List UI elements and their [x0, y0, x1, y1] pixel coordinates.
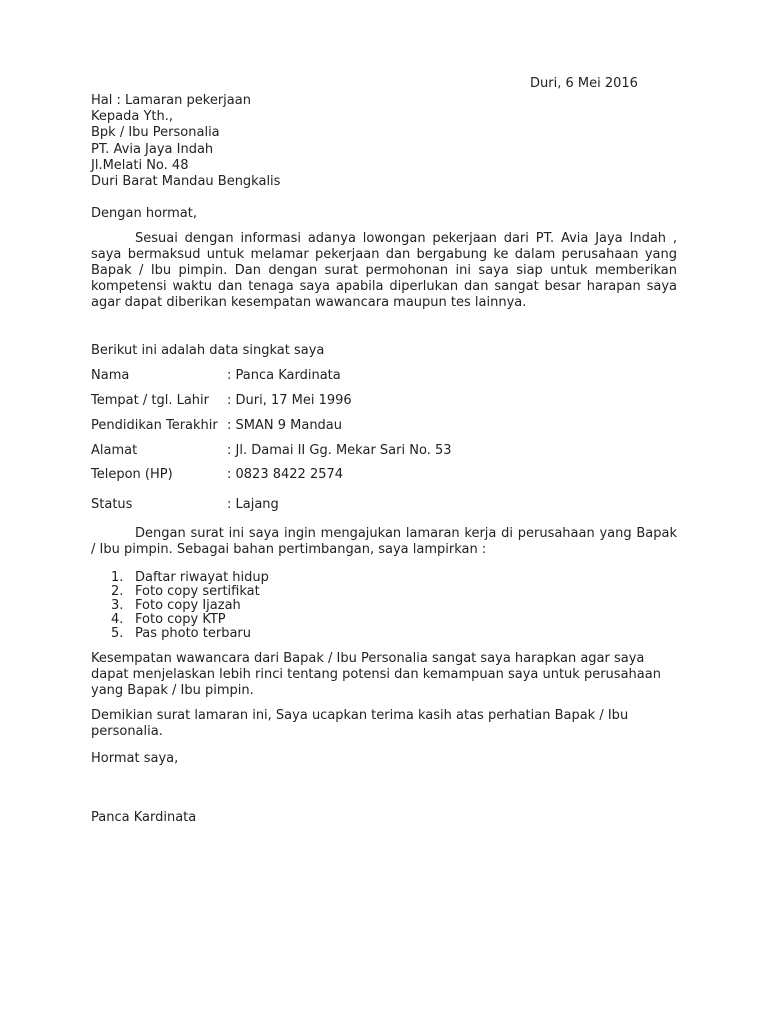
attachment-paragraph: Dengan surat ini saya ingin mengajukan lamaran kerja di perusahaan yang Bapak / Ibu pimpin. Sebagai bahan pertimbangan, saya lampirkan : [91, 526, 677, 557]
company-street: Jl.Melati No. 48 [91, 158, 189, 173]
data-row-education [91, 418, 342, 434]
data-value: : Lajang [227, 497, 279, 512]
interview-paragraph: Kesempatan wawancara dari Bapak / Ibu Personalia sangat saya harapkan agar saya dapat menjelaskan lebih rinci tentang potensi dan kemampuan saya untuk perusahaan yang Bapak / Ibu pimpin. [91, 651, 661, 698]
data-row-status [91, 497, 279, 513]
list-item [111, 585, 269, 599]
data-row-name [91, 368, 341, 384]
list-text: Pas photo terbaru [135, 626, 251, 641]
data-label: Status [91, 497, 133, 512]
list-number: 3. [111, 598, 124, 613]
data-value: : Panca Kardinata [227, 368, 341, 383]
list-text: Foto copy Ijazah [135, 598, 241, 613]
signature-name: Panca Kardinata [91, 810, 197, 825]
letter-date: Duri, 6 Mei 2016 [530, 76, 638, 91]
data-value: : Jl. Damai II Gg. Mekar Sari No. 53 [227, 443, 452, 458]
list-number: 2. [111, 584, 124, 599]
greeting: Dengan hormat, [91, 206, 198, 221]
data-label: Nama [91, 368, 130, 383]
data-label: Alamat [91, 443, 138, 458]
company-city: Duri Barat Mandau Bengkalis [91, 174, 281, 189]
list-item [111, 599, 269, 613]
list-item [111, 627, 269, 641]
list-item [111, 571, 269, 585]
data-row-phone [91, 467, 343, 483]
closing-paragraph: Demikian surat lamaran ini, Saya ucapkan terima kasih atas perhatian Bapak / Ibu personalia. [91, 708, 629, 739]
list-text: Daftar riwayat hidup [135, 570, 269, 585]
data-label: Pendidikan Terakhir [91, 418, 218, 433]
list-text: Foto copy KTP [135, 612, 226, 627]
list-item [111, 613, 269, 627]
attachment-list [111, 571, 269, 641]
list-number: 4. [111, 612, 124, 627]
list-number: 1. [111, 570, 124, 585]
data-value: : SMAN 9 Mandau [227, 418, 343, 433]
subject-line: Hal : Lamaran pekerjaan [91, 93, 251, 108]
list-number: 5. [111, 626, 124, 641]
sign-off: Hormat saya, [91, 751, 179, 766]
list-text: Foto copy sertifikat [135, 584, 260, 599]
data-value: : 0823 8422 2574 [227, 467, 344, 482]
intro-paragraph: Sesuai dengan informasi adanya lowongan pekerjaan dari PT. Avia Jaya Indah , saya bermaksud untuk melamar pekerjaan dan bergabung ke dalam perusahaan yang Bapak / Ibu pimpin. Dan dengan surat permohonan ini saya siap untuk memberikan kompetensi waktu dan tenaga saya apabila diperlukan dan sangat besar harapan saya agar dapat diberikan kesempatan wawancara maupun tes lainnya. [91, 231, 677, 310]
data-value: : Duri, 17 Mei 1996 [227, 393, 352, 408]
data-label: Tempat / tgl. Lahir [91, 393, 209, 408]
data-label: Telepon (HP) [91, 467, 173, 482]
recipient-line: Bpk / Ibu Personalia [91, 125, 220, 140]
data-row-birth [91, 393, 352, 409]
addressee-salutation: Kepada Yth., [91, 109, 173, 124]
data-intro: Berikut ini adalah data singkat saya [91, 343, 325, 358]
data-row-address [91, 443, 452, 459]
company-name: PT. Avia Jaya Indah [91, 142, 214, 157]
